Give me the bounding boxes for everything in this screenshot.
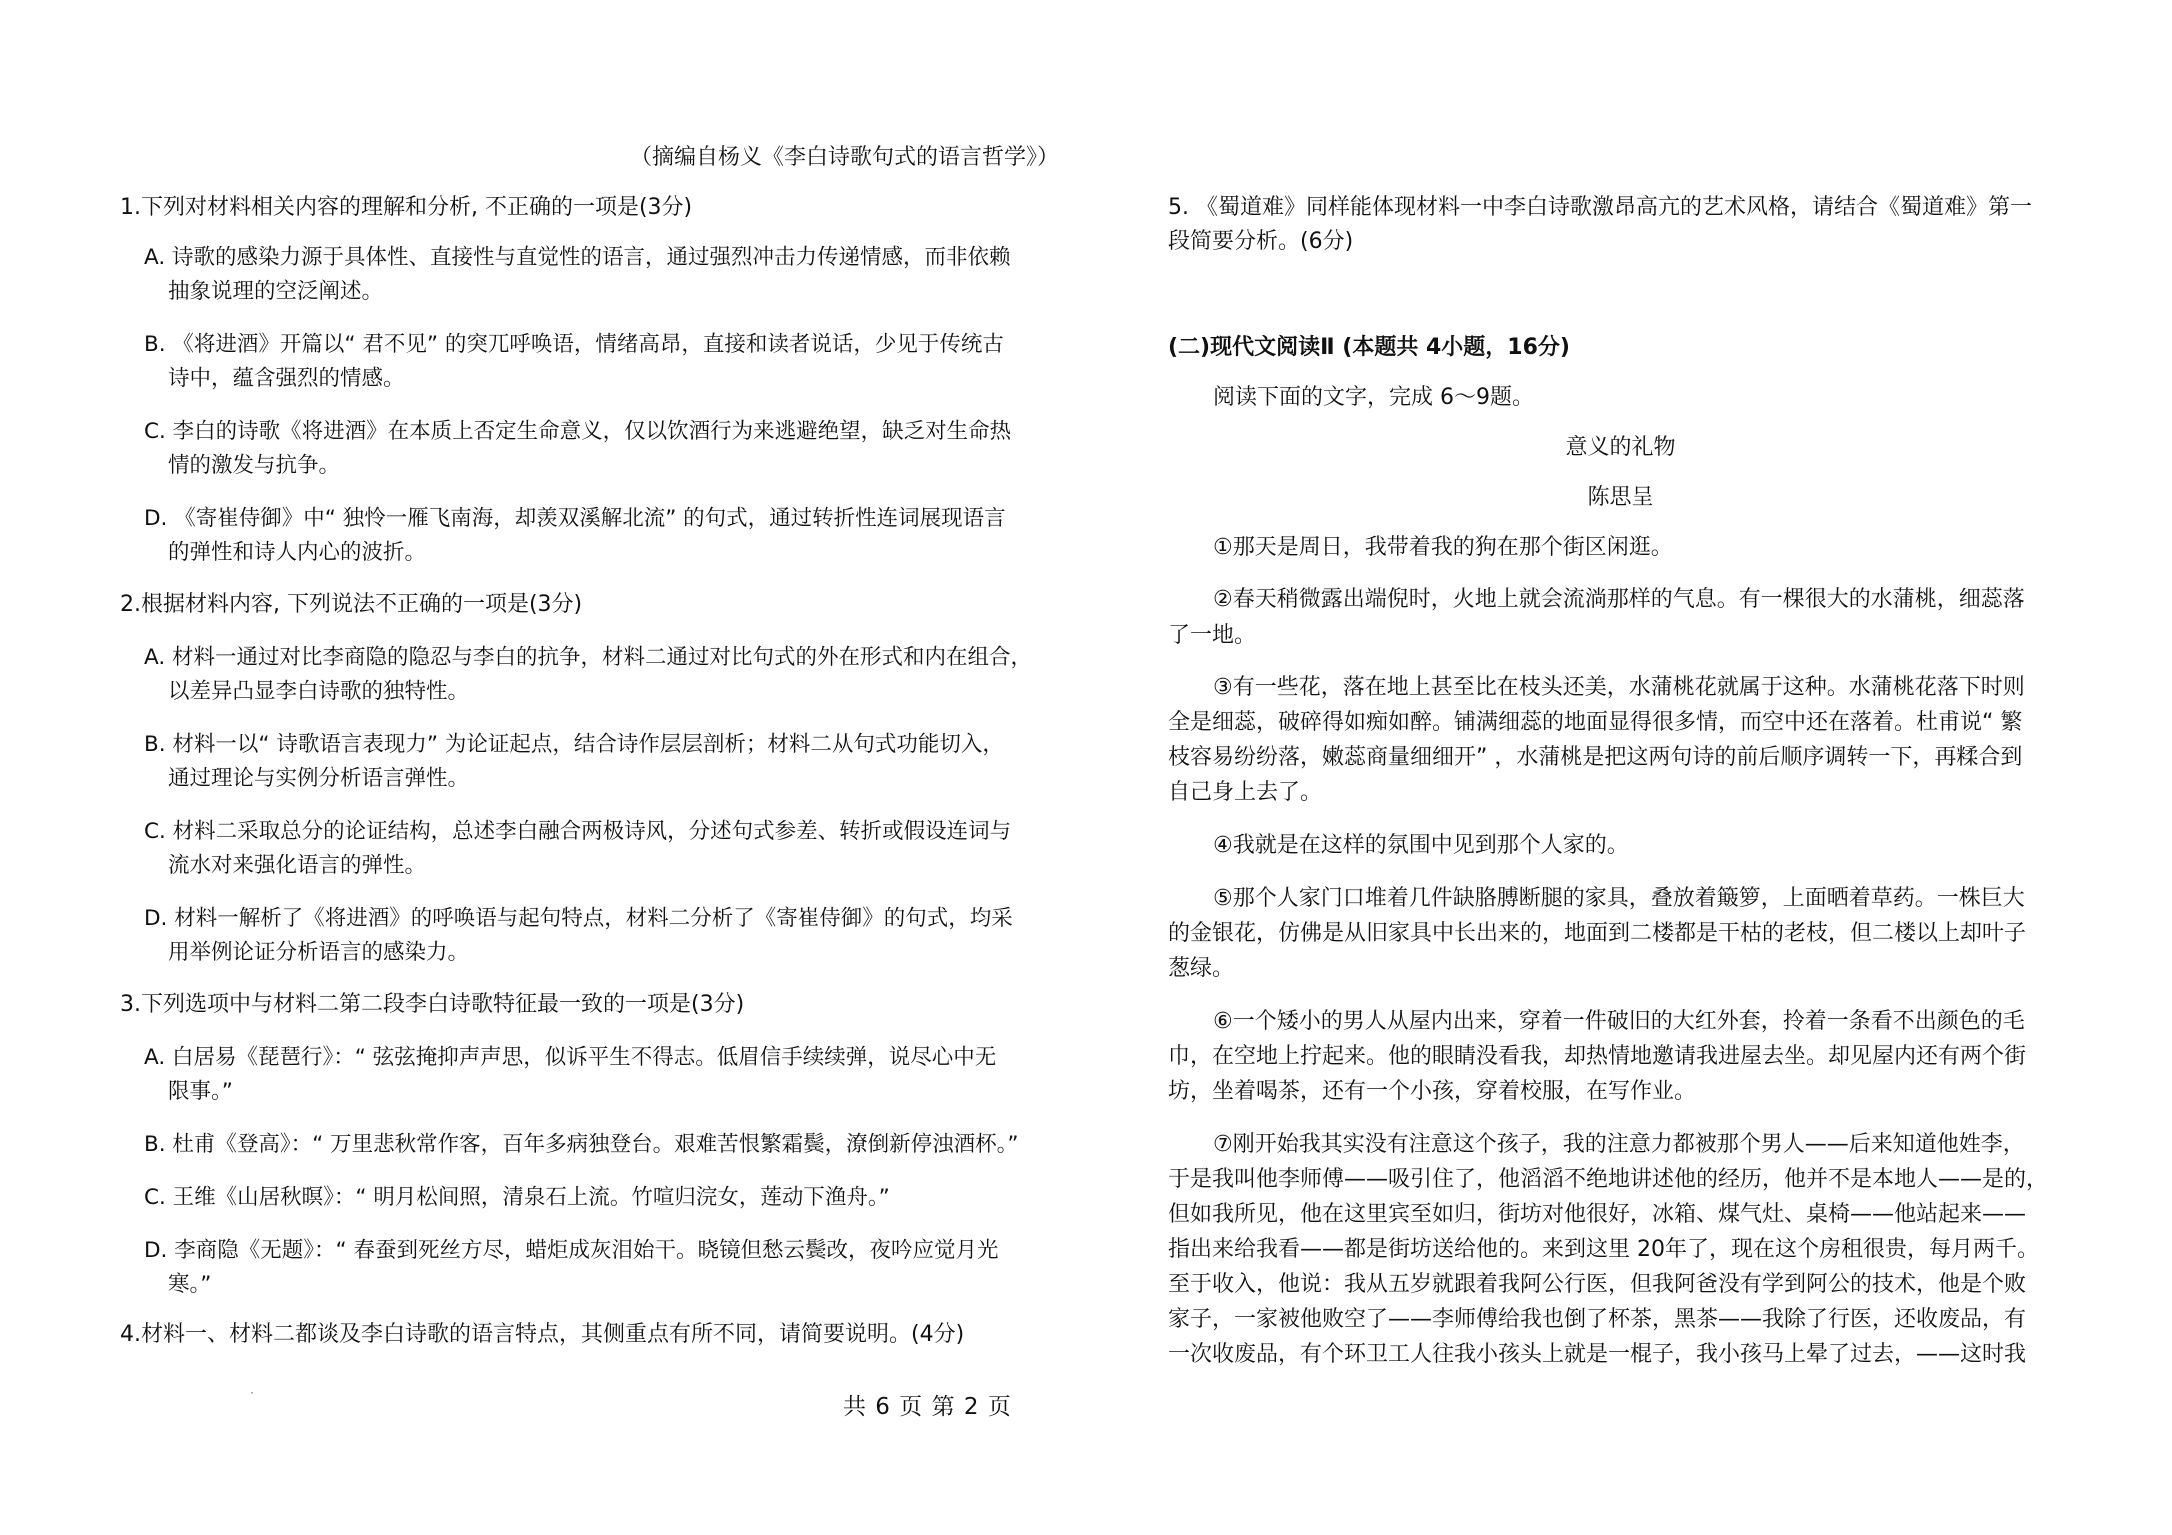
- q3-option-a-line2: 限事。”: [168, 1079, 233, 1104]
- paragraph-3-line1: ③有一些花，落在地上甚至比在枝头还美，水蒲桃花就属于这种。水蒲桃花落下时则: [1213, 675, 2025, 700]
- q1-option-c-line1: C. 李白的诗歌《将进酒》在本质上否定生命意义，仅以饮酒行为来逃避绝望，缺乏对生命热: [144, 419, 1012, 444]
- question-1-stem: 1.下列对材料相关内容的理解和分析, 不正确的一项是(3分): [120, 195, 693, 220]
- paragraph-2-line2: 了一地。: [1168, 623, 1257, 648]
- q1-option-a-line2: 抽象说理的空泛阐述。: [168, 279, 384, 304]
- q2-option-d-line2: 用举例论证分析语言的感染力。: [168, 940, 470, 965]
- article-title: 意义的礼物: [1565, 435, 1676, 460]
- q1-option-b-line1: B. 《将进酒》开篇以“ 君不见” 的突兀呼唤语，情绪高昂，直接和读者说话，少见于传统古: [144, 332, 1004, 357]
- question-3-stem: 3.下列选项中与材料二第二段李白诗歌特征最一致的一项是(3分): [120, 992, 745, 1017]
- paragraph-7-line3: 但如我所见，他在这里宾至如归，街坊对他很好，冰箱、煤气灶、桌椅——他站起来——: [1168, 1202, 2027, 1227]
- question-2-stem: 2.根据材料内容, 下列说法不正确的一项是(3分): [120, 592, 583, 617]
- section-heading: (二)现代文阅读Ⅱ (本题共 4小题，16分): [1168, 335, 1570, 360]
- q2-option-b-line1: B. 材料一以“ 诗歌语言表现力” 为论证起点，结合诗作层层剖析；材料二从句式功能切入，: [144, 732, 1004, 757]
- q3-option-a-line1: A. 白居易《琵琶行》：“ 弦弦掩抑声声思，似诉平生不得志。低眉信手续续弹，说尽心中无: [144, 1045, 997, 1070]
- paragraph-1-line1: ①那天是周日，我带着我的狗在那个街区闲逛。: [1213, 535, 1673, 560]
- q3-option-d-line2: 寒。”: [168, 1272, 212, 1297]
- paragraph-3-line4: 自己身上去了。: [1168, 780, 1323, 805]
- question-5-line1: 5. 《蜀道难》同样能体现材料一中李白诗歌激昂高亢的艺术风格，请结合《蜀道难》第一: [1168, 195, 2032, 220]
- paragraph-3-line3: 枝容易纷纷落，嫩蕊商量细细开” ，水蒲桃是把这两句诗的前后顺序调转一下，再糅合到: [1168, 745, 2023, 770]
- paragraph-7-line1: ⑦刚开始我其实没有注意这个孩子，我的注意力都被那个男人——后来知道他姓李，: [1213, 1132, 2025, 1157]
- q2-option-b-line2: 通过理论与实例分析语言弹性。: [168, 766, 470, 791]
- q1-option-d-line1: D. 《寄崔侍御》中“ 独怜一雁飞南海，却羡双溪解北流” 的句式，通过转折性连词展现语言: [144, 506, 1006, 531]
- paragraph-7-line2: 于是我叫他李师傅——吸引住了，他滔滔不绝地讲述他的经历，他并不是本地人——是的，: [1168, 1167, 2049, 1192]
- q3-option-c-line1: C. 王维《山居秋暝》：“ 明月松间照，清泉石上流。竹喧归浣女，莲动下渔舟。”: [144, 1185, 890, 1210]
- q2-option-a-line2: 以差异凸显李白诗歌的独特性。: [168, 679, 470, 704]
- q3-option-d-line1: D. 李商隐《无题》：“ 春蚕到死丝方尽，蜡炬成灰泪始干。晓镜但愁云鬓改，夜吟应觉月光: [144, 1238, 999, 1263]
- q1-option-d-line2: 的弹性和诗人内心的波折。: [168, 540, 427, 565]
- q3-option-b-line1: B. 杜甫《登高》：“ 万里悲秋常作客，百年多病独登台。艰难苦恨繁霜鬓，潦倒新停浊酒杯。”: [144, 1132, 1019, 1157]
- paragraph-7-line4: 指出来给我看——都是街坊送给他的。来到这里 20年了，现在这个房租很贵，每月两千。: [1168, 1237, 2039, 1262]
- paragraph-4-line1: ④我就是在这样的氛围中见到那个人家的。: [1213, 833, 1629, 858]
- q2-option-c-line2: 流水对来强化语言的弹性。: [168, 853, 427, 878]
- q2-option-c-line1: C. 材料二采取总分的论证结构，总述李白融合两极诗风，分述句式参差、转折或假设连词与: [144, 819, 1012, 844]
- reading-instruction: 阅读下面的文字，完成 6～9题。: [1213, 385, 1534, 410]
- q1-option-b-line2: 诗中，蕴含强烈的情感。: [168, 366, 405, 391]
- q2-option-d-line1: D. 材料一解析了《将进酒》的呼唤语与起句特点，材料二分析了《寄崔侍御》的句式，均采: [144, 906, 1013, 931]
- q2-option-a-line1: A. 材料一通过对比李商隐的隐忍与李白的抗争，材料二通过对比句式的外在形式和内在组合，: [144, 645, 1033, 670]
- q1-option-a-line1: A. 诗歌的感染力源于具体性、直接性与直觉性的语言，通过强烈冲击力传递情感，而非依赖: [144, 245, 1011, 270]
- paragraph-5-line2: 的金银花，仿佛是从旧家具中长出来的，地面到二楼都是干枯的老枝，但二楼以上却叶子: [1168, 921, 2027, 946]
- paragraph-5-line1: ⑤那个人家门口堆着几件缺胳膊断腿的家具，叠放着簸箩，上面晒着草药。一株巨大: [1213, 886, 2025, 911]
- paragraph-6-line1: ⑥一个矮小的男人从屋内出来，穿着一件破旧的大红外套，拎着一条看不出颜色的毛: [1213, 1009, 2025, 1034]
- source-citation: （摘编自杨义《李白诗歌句式的语言哲学》）: [630, 145, 1060, 170]
- paragraph-7-line5: 至于收入，他说：我从五岁就跟着我阿公行医，但我阿爸没有学到阿公的技术，他是个败: [1168, 1272, 2027, 1297]
- q1-option-c-line2: 情的激发与抗争。: [168, 453, 341, 478]
- question-4-stem: 4.材料一、材料二都谈及李白诗歌的语言特点，其侧重点有所不同，请简要说明。(4分): [120, 1322, 965, 1347]
- paragraph-3-line2: 全是细蕊，破碎得如痴如醉。铺满细蕊的地面显得很多情，而空中还在落着。杜甫说“ 繁: [1168, 710, 2023, 735]
- paragraph-5-line3: 葱绿。: [1168, 956, 1235, 981]
- question-5-line2: 段简要分析。(6分): [1168, 229, 1354, 254]
- paragraph-7-line7: 一次收废品，有个环卫工人往我小孩头上就是一棍子，我小孩马上晕了过去，——这时我: [1168, 1342, 2027, 1367]
- paragraph-2-line1: ②春天稍微露出端倪时，火地上就会流淌那样的气息。有一棵很大的水蒲桃，细蕊落: [1213, 587, 2025, 612]
- paragraph-6-line2: 巾，在空地上拧起来。他的眼睛没看我，却热情地邀请我进屋去坐。却见屋内还有两个街: [1168, 1044, 2027, 1069]
- paragraph-6-line3: 坊，坐着喝茶，还有一个小孩，穿着校服，在写作业。: [1168, 1079, 1697, 1104]
- paragraph-7-line6: 家子，一家被他败空了——李师傅给我也倒了杯茶，黑茶——我除了行医，还收废品，有: [1168, 1307, 2027, 1332]
- article-author: 陈思呈: [1587, 485, 1654, 510]
- page-footer: 共 6 页 第 2 页: [843, 1394, 1012, 1420]
- stray-dot: ·: [250, 1386, 254, 1400]
